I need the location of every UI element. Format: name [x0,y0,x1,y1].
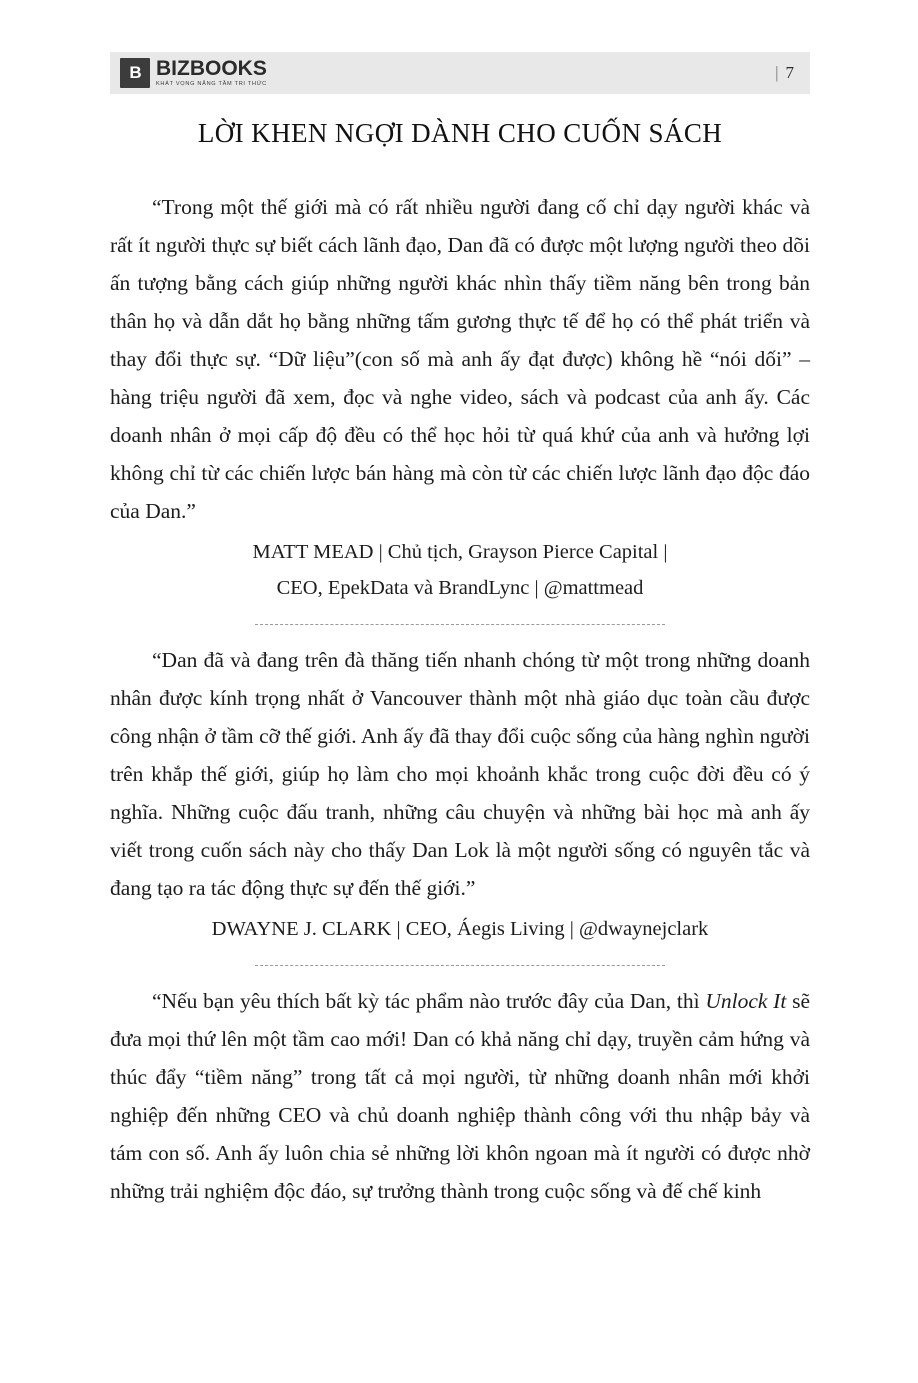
quote-block [110,982,810,1210]
book-title-italic: Unlock It [705,989,787,1013]
quote-block [110,641,810,966]
publisher-tagline: KHÁT VỌNG NÂNG TẦM TRI THỨC [156,80,267,87]
quote-block [110,188,810,625]
page-title: LỜI KHEN NGỢI DÀNH CHO CUỐN SÁCH [197,118,723,148]
attribution-line-1: DWAYNE J. CLARK | CEO, Áegis Living | @dwaynejclark [211,918,709,940]
publisher-logo [110,52,267,94]
page-content [110,188,810,1210]
page-number-value: 7 [785,63,794,82]
attribution-line-1: MATT MEAD | Chủ tịch, Grayson Pierce Capital | [252,541,668,563]
quote-part-2: sẽ đưa mọi thứ lên một tầm cao mới! Dan có khả năng chỉ dạy, truyền cảm hứng và thúc đẩy “tiềm năng” trong tất cả mọi người, từ những doanh nhân mới khởi nghiệp đến những CEO và chủ doanh nghiệp thành công với thu nhập bảy và tám con số. Anh ấy luôn chia sẻ những lời khôn ngoan mà ít người có được nhờ những trải nghiệm độc đáo, sự trưởng thành trong cuộc sống và đế chế kinh [110,989,810,1203]
quote-text-partial [110,982,810,1210]
quote-text: “Trong một thế giới mà có rất nhiều người đang cố chỉ dạy người khác và rất ít người thực sự biết cách lãnh đạo, Dan đã có được một lượng người theo dõi ấn tượng bằng cách giúp những người khác nhìn thấy tiềm năng bên trong bản thân họ và dẫn dắt họ bằng những tấm gương thực tế để họ có thể phát triển và thay đổi thực sự. “Dữ liệu”(con số mà anh ấy đạt được) không hề “nói dối” – hàng triệu người đã xem, đọc và nghe video, sách và podcast của anh ấy. Các doanh nhân ở mọi cấp độ đều có thể học hỏi từ quá khứ của anh và hưởng lợi không chỉ từ các chiến lược bán hàng mà còn từ các chiến lược lãnh đạo độc đáo của Dan.” [110,195,810,523]
section-divider [255,965,665,966]
page-number [775,63,810,83]
page-header [110,52,810,94]
section-divider [255,624,665,625]
quote-attribution [110,911,810,947]
attribution-line-2: CEO, EpekData và BrandLync | @mattmead [276,577,644,599]
page-number-separator: | [775,63,779,82]
bizbooks-logo-icon: B [120,58,150,88]
logo-text-group [156,56,267,88]
quote-text: “Dan đã và đang trên đà thăng tiến nhanh chóng từ một trong những doanh nhân được kính trọng nhất ở Vancouver thành một nhà giáo dục toàn cầu được công nhận ở tầm cỡ thế giới. Anh ấy đã thay đổi cuộc sống của hàng nghìn người trên khắp thế giới, giúp họ làm cho mọi khoảnh khắc trong cuộc đời đều có ý nghĩa. Những cuộc đấu tranh, những câu chuyện và những bài học mà anh ấy viết trong cuốn sách này cho thấy Dan Lok là một người sống có nguyên tắc và đang tạo ra tác động thực sự đến thế giới.” [110,648,810,900]
quote-part-1: “Nếu bạn yêu thích bất kỳ tác phẩm nào trước đây của Dan, thì [152,989,706,1013]
quote-attribution [110,534,810,606]
publisher-name: BIZBOOKS [156,56,267,80]
